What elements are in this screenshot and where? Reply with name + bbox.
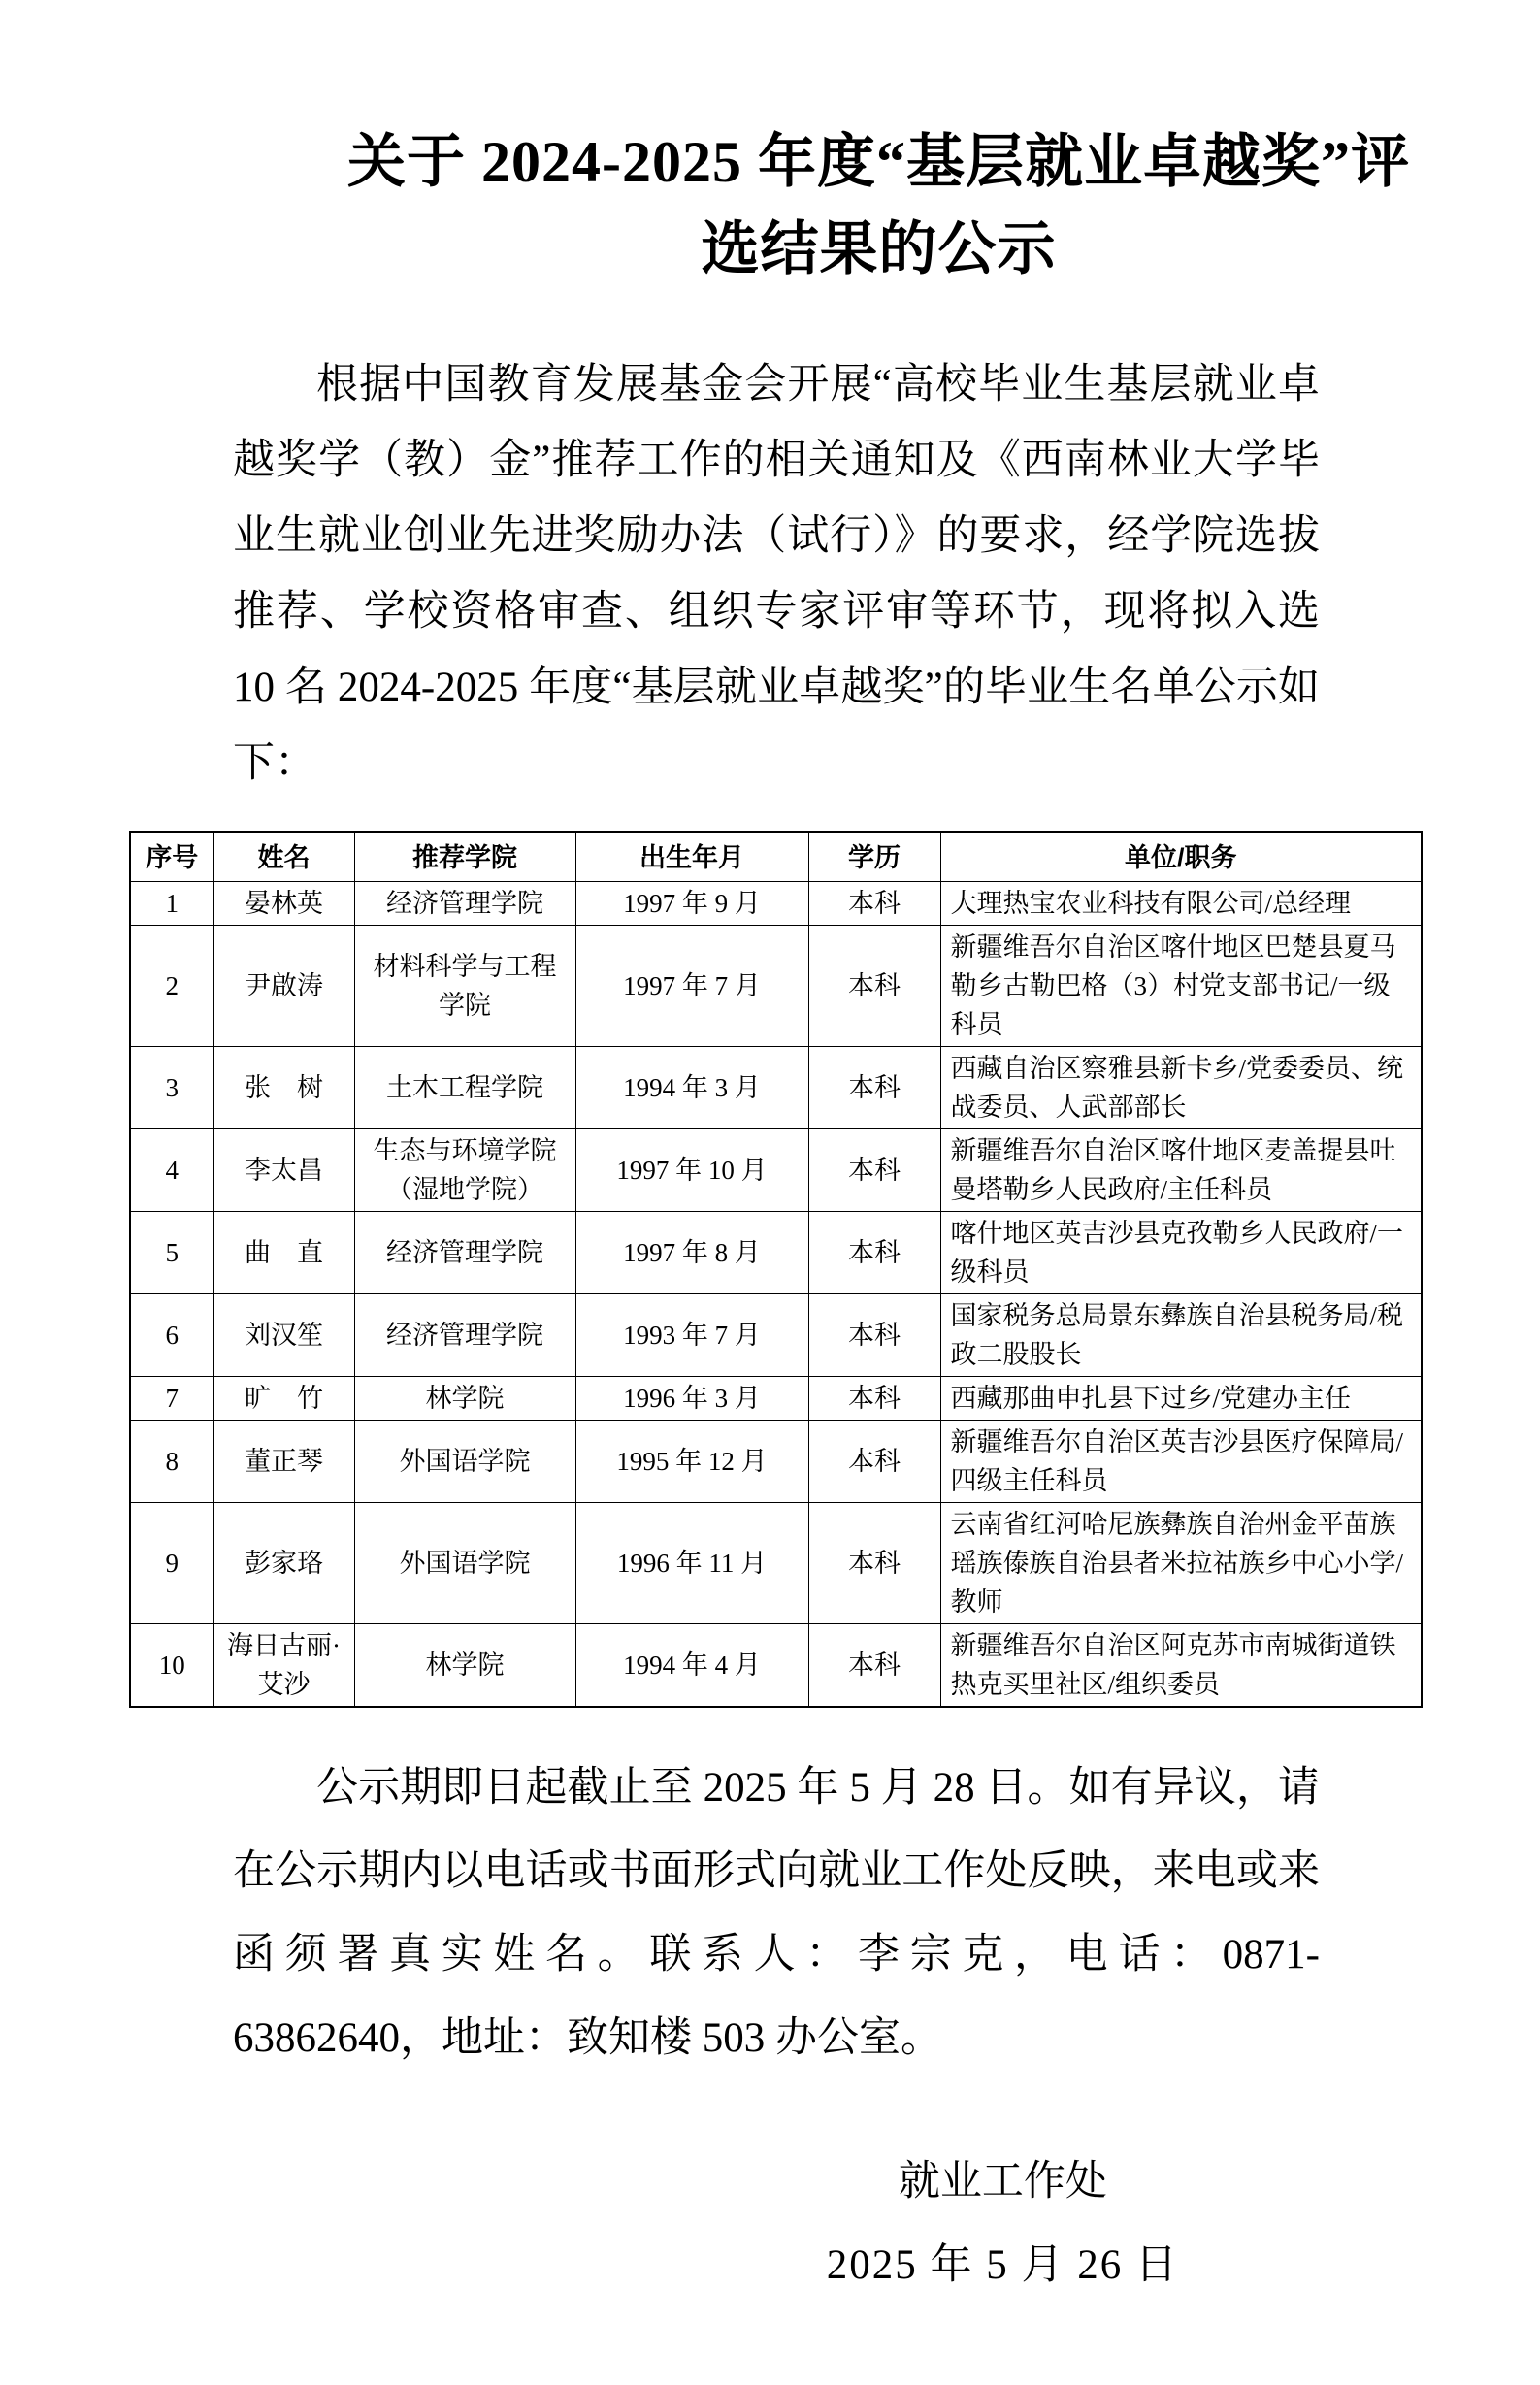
table-cell-degree: 本科: [808, 1377, 940, 1421]
table-cell-birth: 1997 年 8 月: [575, 1212, 808, 1294]
intro-paragraph: 根据中国教育发展基金会开展“高校毕业生基层就业卓越奖学（教）金”推荐工作的相关通知及《西南林业大学毕业生就业创业先进奖励办法（试行）》的要求，经学院选拔推荐、学校资格审查、组织专家评审等环节，现将拟入选 10 名 2024-2025 年度“基层就业卓越奖”的毕业生名单公示如下：: [233, 362, 1320, 786]
table-cell-unit: 新疆维吾尔自治区喀什地区巴楚县夏马勒乡古勒巴格（3）村党支部书记/一级科员: [940, 926, 1422, 1047]
awardees-table: [129, 831, 1423, 1708]
table-cell-birth: 1997 年 10 月: [575, 1129, 808, 1212]
table-cell-name: 海日古丽·艾沙: [213, 1624, 354, 1708]
table-cell-degree: 本科: [808, 1624, 940, 1708]
table-cell-birth: 1997 年 7 月: [575, 926, 808, 1047]
table-cell-no: 8: [130, 1421, 213, 1503]
table-cell-degree: 本科: [808, 1421, 940, 1503]
table-cell-unit: 新疆维吾尔自治区喀什地区麦盖提县吐曼塔勒乡人民政府/主任科员: [940, 1129, 1422, 1212]
table-cell-name: 曲 直: [213, 1212, 354, 1294]
table-cell-unit: 云南省红河哈尼族彝族自治州金平苗族瑶族傣族自治县者米拉祜族乡中心小学/教师: [940, 1503, 1422, 1624]
table-cell-unit: 国家税务总局景东彝族自治县税务局/税政二股股长: [940, 1294, 1422, 1377]
table-header-no: 序号: [130, 832, 213, 882]
table-cell-unit: 新疆维吾尔自治区英吉沙县医疗保障局/四级主任科员: [940, 1421, 1422, 1503]
table-cell-no: 5: [130, 1212, 213, 1294]
awardees-table-body: [130, 882, 1422, 1708]
table-cell-no: 3: [130, 1047, 213, 1129]
table-cell-college: 林学院: [354, 1624, 575, 1708]
table-row: [130, 926, 1422, 1047]
table-row: [130, 1129, 1422, 1212]
table-cell-degree: 本科: [808, 926, 940, 1047]
page-title: [233, 118, 1524, 293]
table-cell-college: 经济管理学院: [354, 882, 575, 926]
table-cell-birth: 1995 年 12 月: [575, 1421, 808, 1503]
table-cell-no: 9: [130, 1503, 213, 1624]
table-cell-degree: 本科: [808, 1503, 940, 1624]
table-cell-college: 经济管理学院: [354, 1294, 575, 1377]
table-cell-college: 材料科学与工程学院: [354, 926, 575, 1047]
table-header-birth: 出生年月: [575, 832, 808, 882]
table-header-degree: 学历: [808, 832, 940, 882]
table-cell-birth: 1996 年 3 月: [575, 1377, 808, 1421]
table-header-row: [130, 832, 1422, 882]
table-cell-birth: 1993 年 7 月: [575, 1294, 808, 1377]
table-row: [130, 1212, 1422, 1294]
signature-block: [827, 2140, 1179, 2307]
table-cell-no: 1: [130, 882, 213, 926]
table-cell-college: 外国语学院: [354, 1503, 575, 1624]
table-cell-unit: 喀什地区英吉沙县克孜勒乡人民政府/一级科员: [940, 1212, 1422, 1294]
table-cell-no: 2: [130, 926, 213, 1047]
table-row: [130, 1047, 1422, 1129]
signature-date: 2025 年 5 月 26 日: [826, 2242, 1179, 2288]
table-cell-name: 张 树: [213, 1047, 354, 1129]
table-cell-degree: 本科: [808, 1047, 940, 1129]
table-cell-unit: 大理热宝农业科技有限公司/总经理: [940, 882, 1422, 926]
table-cell-name: 尹啟涛: [213, 926, 354, 1047]
table-row: [130, 1624, 1422, 1708]
table-cell-name: 晏林英: [213, 882, 354, 926]
table-cell-college: 经济管理学院: [354, 1212, 575, 1294]
closing-paragraph: 公示期即日起截止至 2025 年 5 月 28 日。如有异议，请在公示期内以电话或书面形式向就业工作处反映，来电或来函须署真实姓名。联系人：李宗克，电话：0871-63862640，地址：致知楼 503 办公室。: [233, 1765, 1320, 2061]
table-cell-birth: 1994 年 3 月: [575, 1047, 808, 1129]
table-row: [130, 882, 1422, 926]
table-cell-unit: 新疆维吾尔自治区阿克苏市南城街道铁热克买里社区/组织委员: [940, 1624, 1422, 1708]
table-row: [130, 1377, 1422, 1421]
table-cell-unit: 西藏那曲申扎县下过乡/党建办主任: [940, 1377, 1422, 1421]
table-row: [130, 1294, 1422, 1377]
table-cell-college: 外国语学院: [354, 1421, 575, 1503]
table-header-name: 姓名: [213, 832, 354, 882]
table-cell-college: 林学院: [354, 1377, 575, 1421]
table-cell-name: 旷 竹: [213, 1377, 354, 1421]
table-cell-college: 土木工程学院: [354, 1047, 575, 1129]
table-cell-birth: 1996 年 11 月: [575, 1503, 808, 1624]
table-cell-college: 生态与环境学院（湿地学院）: [354, 1129, 575, 1212]
table-cell-degree: 本科: [808, 1212, 940, 1294]
table-cell-degree: 本科: [808, 1129, 940, 1212]
table-cell-name: 彭家珞: [213, 1503, 354, 1624]
table-cell-degree: 本科: [808, 882, 940, 926]
table-row: [130, 1503, 1422, 1624]
table-header-unit: 单位/职务: [940, 832, 1422, 882]
table-cell-no: 10: [130, 1624, 213, 1708]
table-cell-name: 董正琴: [213, 1421, 354, 1503]
table-cell-no: 4: [130, 1129, 213, 1212]
table-cell-birth: 1994 年 4 月: [575, 1624, 808, 1708]
table-cell-name: 李太昌: [213, 1129, 354, 1212]
page-title-line2: 选结果的公示: [701, 217, 1057, 281]
table-cell-degree: 本科: [808, 1294, 940, 1377]
table-cell-no: 6: [130, 1294, 213, 1377]
table-cell-unit: 西藏自治区察雅县新卡乡/党委委员、统战委员、人武部部长: [940, 1047, 1422, 1129]
signature-department: 就业工作处: [898, 2159, 1107, 2205]
table-cell-no: 7: [130, 1377, 213, 1421]
table-cell-birth: 1997 年 9 月: [575, 882, 808, 926]
table-cell-name: 刘汉笙: [213, 1294, 354, 1377]
table-header-college: 推荐学院: [354, 832, 575, 882]
page-title-line1: 关于 2024-2025 年度“基层就业卓越奖”评: [347, 130, 1410, 194]
table-row: [130, 1421, 1422, 1503]
